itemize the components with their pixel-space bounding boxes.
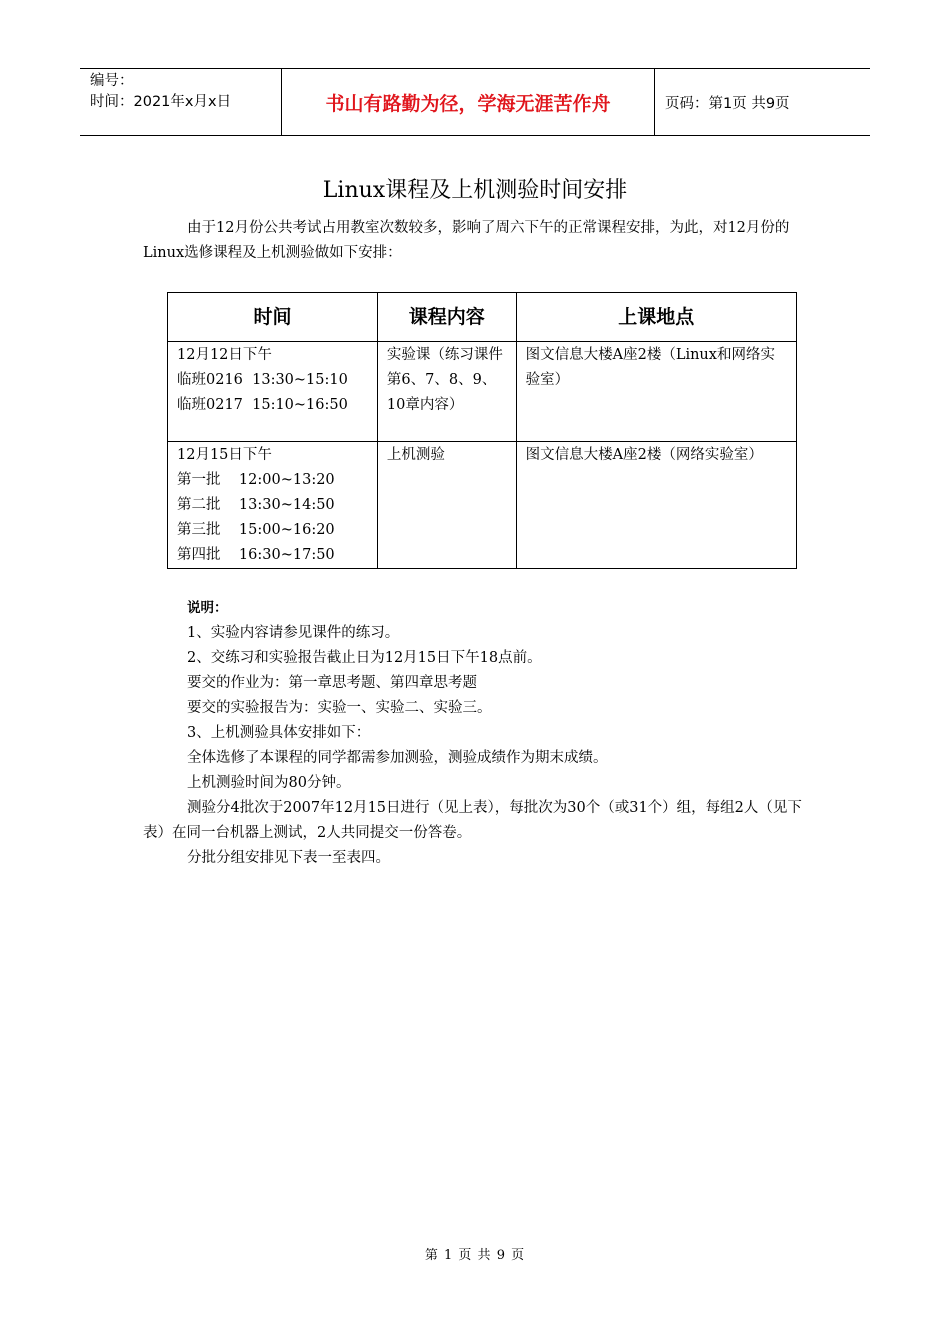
page-footer: 第 1 页 共 9 页 (424, 1248, 526, 1263)
location-text: 图文信息大楼A座2楼（网络实验室） (525, 447, 763, 463)
notes-heading: 说明： (187, 600, 228, 616)
cell-location (516, 342, 796, 442)
header-time: 时间 (168, 293, 378, 342)
header-content: 课程内容 (377, 293, 516, 342)
location-text: 图文信息大楼A座2楼（Linux和网络实验室） (525, 347, 775, 388)
note-item: 分批分组安排见下表一至表四。 (187, 850, 390, 866)
header-page-info: 页码：第1页 共9页 (665, 95, 790, 112)
cell-time (168, 442, 378, 569)
cell-location (516, 442, 796, 569)
time-line: 临班0217 15:10~16:50 (177, 397, 348, 413)
table-row (168, 442, 797, 569)
note-item: 上机测验时间为80分钟。 (187, 775, 351, 791)
header-motto: 书山有路勤为径，学海无涯苦作舟 (282, 69, 655, 135)
time-line: 第三批 15:00~16:20 (177, 522, 335, 538)
time-line: 12月12日下午 (177, 347, 272, 363)
time-line: 12月15日下午 (177, 447, 272, 463)
note-item: 2、交练习和实验报告截止日为12月15日下午18点前。 (187, 650, 542, 666)
note-item: 全体选修了本课程的同学都需参加测验，测验成绩作为期末成绩。 (187, 750, 608, 766)
header-location: 上课地点 (516, 293, 796, 342)
intro-paragraph: 由于12月份公共考试占用教室次数较多，影响了周六下午的正常课程安排，为此，对12月份的Linux选修课程及上机测验做如下安排： (143, 220, 790, 261)
number-label: 编号： (90, 73, 134, 89)
time-line: 第二批 13:30~14:50 (177, 497, 335, 513)
page-title: Linux课程及上机测验时间安排 (322, 178, 628, 203)
note-item: 1、实验内容请参见课件的练习。 (187, 625, 400, 641)
date-label: 时间：2021年x月x日 (90, 94, 232, 110)
header-meta (80, 69, 282, 135)
time-line: 第四批 16:30~17:50 (177, 547, 335, 563)
note-item: 要交的作业为：第一章思考题、第四章思考题 (187, 675, 477, 691)
note-paragraph: 测验分4批次于2007年12月15日进行（见上表），每批次为30个（或31个）组，每组2人（见下表）在同一台机器上测试，2人共同提交一份答卷。 (143, 800, 802, 841)
cell-content (377, 442, 516, 569)
content-text: 实验课（练习课件第6、7、8、9、10章内容） (386, 347, 503, 413)
cell-time (168, 342, 378, 442)
content-text: 上机测验 (386, 447, 445, 463)
time-line: 临班0216 13:30~15:10 (177, 372, 348, 388)
schedule-table (167, 292, 797, 569)
cell-content (377, 342, 516, 442)
document-header (80, 68, 870, 136)
note-item: 要交的实验报告为：实验一、实验二、实验三。 (187, 700, 492, 716)
time-line: 第一批 12:00~13:20 (177, 472, 335, 488)
table-row (168, 342, 797, 442)
table-header-row (168, 293, 797, 342)
notes-section (143, 596, 823, 871)
note-item: 3、上机测验具体安排如下： (187, 725, 371, 741)
